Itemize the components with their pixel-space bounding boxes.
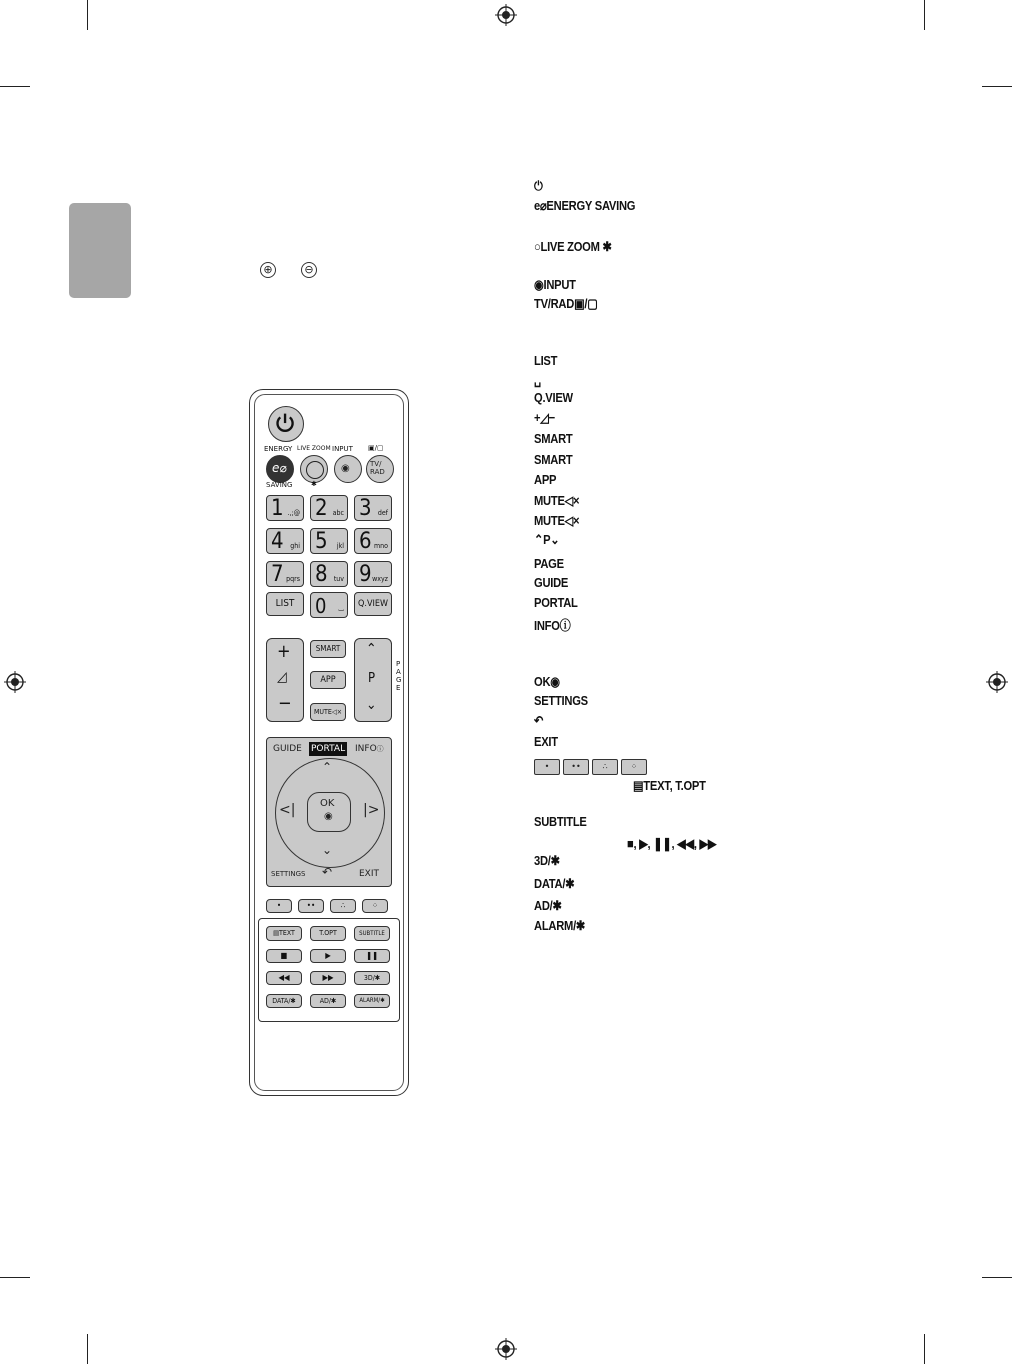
minus-circle-icon: ⊖ bbox=[301, 262, 317, 278]
crop-mark bbox=[982, 86, 1012, 87]
pause-icon: ❚❚ bbox=[365, 951, 379, 960]
button-label: EXIT bbox=[534, 734, 558, 749]
star-icon: ✱ bbox=[311, 480, 317, 488]
qview-button[interactable]: Q.VIEW bbox=[354, 592, 392, 616]
number-4-button[interactable] bbox=[266, 528, 304, 554]
stop-button[interactable] bbox=[266, 949, 302, 963]
digit-label: 7 bbox=[271, 562, 284, 587]
number-8-button[interactable] bbox=[310, 561, 348, 587]
button-label: Q.VIEW bbox=[534, 390, 573, 405]
data-button[interactable]: DATA/✱ bbox=[266, 994, 302, 1008]
ok-dot-icon: ◉ bbox=[324, 811, 333, 822]
letters-label: mno bbox=[374, 542, 388, 550]
color-key-2-icon: •• bbox=[563, 759, 589, 775]
volume-down-icon: − bbox=[278, 693, 292, 714]
letters-label: def bbox=[377, 509, 388, 517]
button-label: ALARM/✱ bbox=[534, 918, 586, 933]
crop-mark bbox=[87, 1334, 88, 1364]
button-label: SMART bbox=[534, 452, 573, 467]
rewind-icon: ◀◀ bbox=[278, 973, 290, 982]
back-button[interactable]: ↶ bbox=[322, 865, 333, 879]
number-6-button[interactable] bbox=[354, 528, 392, 554]
button-label: ␣ bbox=[534, 372, 541, 387]
channel-label: P bbox=[368, 671, 376, 686]
number-1-button[interactable] bbox=[266, 495, 304, 521]
button-label: ⌃P⌄ bbox=[534, 532, 560, 547]
number-3-button[interactable] bbox=[354, 495, 392, 521]
button-label: SMART bbox=[534, 431, 573, 446]
pause-button[interactable] bbox=[354, 949, 390, 963]
digit-label: 5 bbox=[315, 529, 328, 554]
button-label: APP bbox=[534, 472, 557, 487]
button-label: ▤TEXT, T.OPT bbox=[633, 778, 706, 793]
input-label: INPUT bbox=[332, 445, 353, 453]
text-icon: ▤ bbox=[273, 929, 280, 937]
mute-button[interactable]: MUTE◁× bbox=[310, 703, 346, 721]
app-button[interactable]: APP bbox=[310, 671, 346, 689]
volume-rocker[interactable] bbox=[266, 638, 304, 722]
tv-rad-button[interactable] bbox=[366, 455, 394, 483]
arrow-down-icon: ⌄ bbox=[322, 843, 333, 857]
energy-saving-button[interactable] bbox=[266, 455, 294, 483]
remote-control bbox=[249, 389, 409, 1096]
volume-up-icon: + bbox=[277, 641, 291, 662]
letters-label: ghi bbox=[290, 542, 300, 550]
ok-button[interactable]: OK ◉ bbox=[307, 792, 351, 832]
letters-label: .,;@ bbox=[287, 509, 300, 517]
button-label: MUTE◁× bbox=[534, 493, 580, 508]
alarm-button[interactable]: ALARM/✱ bbox=[354, 994, 390, 1008]
button-label: ⏻ bbox=[534, 178, 543, 193]
exit-button[interactable]: EXIT bbox=[359, 869, 380, 879]
channel-up-icon: ⌃ bbox=[366, 641, 377, 657]
digit-label: 4 bbox=[271, 529, 284, 554]
button-label: GUIDE bbox=[534, 575, 569, 590]
crop-mark bbox=[924, 0, 925, 30]
color-key-2-button[interactable]: •• bbox=[298, 899, 324, 913]
color-key-3-button[interactable]: ∴ bbox=[330, 899, 356, 913]
3d-button[interactable]: 3D/✱ bbox=[354, 971, 390, 985]
portal-button[interactable]: PORTAL bbox=[311, 744, 346, 754]
crop-mark bbox=[0, 86, 30, 87]
channel-down-icon: ⌄ bbox=[366, 697, 377, 713]
info-icon: ⓘ bbox=[376, 745, 384, 753]
button-label: PAGE bbox=[534, 556, 564, 571]
guide-button[interactable]: GUIDE bbox=[273, 744, 302, 754]
text-button[interactable]: ▤TEXT bbox=[266, 926, 302, 941]
color-key-legend bbox=[534, 756, 650, 775]
power-icon bbox=[269, 407, 303, 441]
color-key-1-button[interactable]: • bbox=[266, 899, 292, 913]
letters-label: pqrs bbox=[286, 575, 300, 583]
digit-label: 2 bbox=[315, 496, 328, 521]
digit-label: 9 bbox=[359, 562, 372, 587]
input-button[interactable] bbox=[334, 455, 362, 483]
ad-button[interactable]: AD/✱ bbox=[310, 994, 346, 1008]
energy-label: ENERGY bbox=[264, 445, 293, 453]
crop-mark bbox=[0, 1277, 30, 1278]
input-icon: ◉ bbox=[341, 463, 350, 474]
letters-label: abc bbox=[332, 509, 344, 517]
letters-label: wxyz bbox=[372, 575, 388, 583]
registration-mark-icon bbox=[495, 4, 517, 26]
topt-button[interactable]: T.OPT bbox=[310, 926, 346, 941]
language-tab bbox=[69, 203, 131, 298]
tv-radio-mini-icon: ▣/▢ bbox=[368, 444, 384, 452]
button-label: DATA/✱ bbox=[534, 876, 575, 891]
eco-icon: e⌀ bbox=[272, 461, 287, 475]
button-label: SUBTITLE bbox=[534, 814, 587, 829]
letters-label: tuv bbox=[333, 575, 344, 583]
plus-circle-icon: ⊕ bbox=[260, 262, 276, 278]
number-9-button[interactable] bbox=[354, 561, 392, 587]
fast-forward-icon: ▶▶ bbox=[322, 973, 334, 982]
button-label: LIST bbox=[534, 353, 558, 368]
letters-label: jkl bbox=[336, 542, 344, 550]
subtitle-button[interactable]: SUBTITLE bbox=[354, 926, 390, 941]
button-label: ↶ bbox=[534, 713, 544, 728]
rewind-button[interactable] bbox=[266, 971, 302, 985]
page-label: PAGE bbox=[396, 660, 402, 692]
button-label: OK◉ bbox=[534, 674, 560, 689]
button-label: ○LIVE ZOOM ✱ bbox=[534, 239, 612, 254]
mute-icon: ◁× bbox=[331, 708, 342, 716]
digit-label: 6 bbox=[359, 529, 372, 554]
arrow-up-icon: ⌃ bbox=[322, 760, 333, 774]
space-icon: ⌴ bbox=[338, 605, 344, 613]
stop-icon: ■ bbox=[280, 951, 288, 960]
crop-mark bbox=[87, 0, 88, 30]
volume-icon: ◿ bbox=[277, 669, 287, 685]
number-2-button[interactable] bbox=[310, 495, 348, 521]
play-button[interactable] bbox=[310, 949, 346, 963]
button-label: INFOⓘ bbox=[534, 618, 571, 633]
button-label: e⌀ENERGY SAVING bbox=[534, 198, 636, 213]
button-label: +◿− bbox=[534, 410, 555, 425]
button-label: ■, ▶, ❚❚, ◀◀, ▶▶ bbox=[627, 836, 717, 851]
channel-rocker[interactable] bbox=[354, 638, 392, 722]
live-zoom-button[interactable] bbox=[300, 455, 328, 483]
settings-button[interactable]: SETTINGS bbox=[271, 870, 306, 878]
live-zoom-label: LIVE ZOOM bbox=[297, 445, 331, 452]
registration-mark-icon bbox=[986, 671, 1008, 693]
number-7-button[interactable] bbox=[266, 561, 304, 587]
color-key-4-button[interactable]: ⁘ bbox=[362, 899, 388, 913]
color-key-1-icon: • bbox=[534, 759, 560, 775]
crop-mark bbox=[982, 1277, 1012, 1278]
crop-mark bbox=[924, 1334, 925, 1364]
registration-mark-icon bbox=[4, 671, 26, 693]
info-button[interactable]: INFOⓘ bbox=[355, 744, 384, 754]
play-icon: ▶ bbox=[325, 951, 331, 960]
list-button[interactable]: LIST bbox=[266, 592, 304, 616]
number-5-button[interactable] bbox=[310, 528, 348, 554]
circle-icon bbox=[306, 461, 324, 479]
fast-forward-button[interactable] bbox=[310, 971, 346, 985]
color-key-3-icon: ∴ bbox=[592, 759, 618, 775]
arrow-right-icon: |> bbox=[363, 802, 380, 818]
digit-label: 1 bbox=[271, 496, 284, 521]
digit-label: 8 bbox=[315, 562, 328, 587]
zero-button[interactable]: 0 ⌴ bbox=[310, 592, 348, 618]
button-label: ◉INPUT bbox=[534, 277, 576, 292]
registration-mark-icon bbox=[495, 1338, 517, 1360]
navigation-panel bbox=[266, 737, 392, 887]
color-key-4-icon: ⁘ bbox=[621, 759, 647, 775]
button-label: PORTAL bbox=[534, 595, 578, 610]
saving-label: SAVING bbox=[266, 481, 293, 489]
button-label: SETTINGS bbox=[534, 693, 588, 708]
button-label: MUTE◁× bbox=[534, 513, 580, 528]
power-button[interactable] bbox=[268, 406, 304, 442]
button-label: TV/RAD▣/▢ bbox=[534, 296, 598, 311]
smart-button[interactable]: SMART bbox=[310, 640, 346, 658]
arrow-left-icon: <| bbox=[279, 802, 296, 818]
tv-rad-label: TV/ RAD bbox=[370, 460, 385, 476]
digit-label: 3 bbox=[359, 496, 372, 521]
button-label: AD/✱ bbox=[534, 898, 562, 913]
button-label: 3D/✱ bbox=[534, 853, 560, 868]
